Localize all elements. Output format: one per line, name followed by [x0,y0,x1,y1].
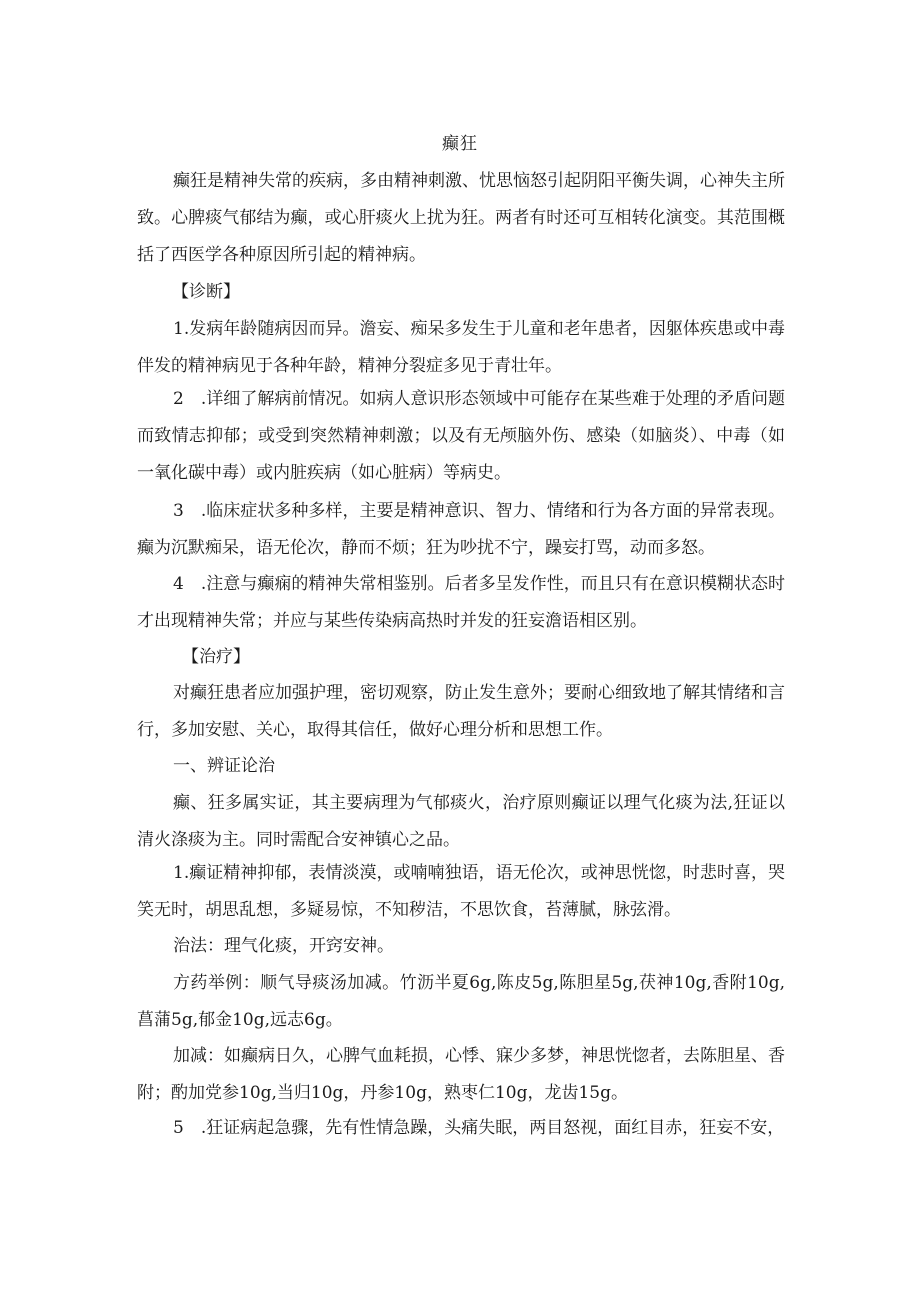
diagnosis-heading: 【诊断】 [172,282,240,302]
section1-heading: 一、辨证论治 [173,756,275,776]
diagnosis-item-3: 3 .临床症状多种多样，主要是精神意识、智力、情绪和行为各方面的异常表现。癫为沉默痴呆，语无伦次，静而不烦；狂为吵扰不宁，躁妄打骂，动而多怒。 [137,501,785,558]
treatment-heading: 【治疗】 [182,647,250,667]
section1-intro: 癫、狂多属实证，其主要病理为气郁痰火，治疗原则癫证以理气化痰为法,狂证以清火涤痰为主。同时需配合安神镇心之品。 [137,793,785,850]
modification-paragraph: 加减：如癫病日久，心脾气血耗损，心悸、寐少多梦，神思恍惚者，去陈胆星、香附；酌加党参10g,当归10g，丹参10g，熟枣仁10g，龙齿15g。 [137,1046,785,1103]
diagnosis-item-4: 4 .注意与癫痫的精神失常相鉴别。后者多呈发作性，而且只有在意识模糊状态时才出现精神失常；并应与某些传染病高热时并发的狂妄澹语相区别。 [137,574,785,631]
treatment-item-5: 5 .狂证病起急骤，先有性情急躁，头痛失眠，两目怒视，面红目赤，狂妄不安， [173,1118,785,1138]
intro-paragraph: 癫狂是精神失常的疾病，多由精神刺激、忧思恼怒引起阴阳平衡失调，心神失主所致。心脾痰气郁结为癫，或心肝痰火上扰为狂。两者有时还可互相转化演变。其范围概括了西医学各种原因所引起的精神病。 [137,171,785,265]
prescription-paragraph: 方药举例：顺气导痰汤加减。竹沥半夏6g,陈皮5g,陈胆星5g,茯神10g,香附10g,菖蒲5g,郁金10g,远志6g。 [137,973,785,1030]
page-title: 癫狂 [442,134,478,154]
diagnosis-item-2: 2 .详细了解病前情况。如病人意识形态领域中可能存在某些难于处理的矛盾问题而致情志抑郁；或受到突然精神刺激；以及有无颅脑外伤、感染（如脑炎）、中毒（如一氧化碳中毒）或内脏疾病（如心脏病）等病史。 [137,389,785,483]
treatment-intro: 对癫狂患者应加强护理，密切观察，防止发生意外；要耐心细致地了解其情绪和言行，多加安慰、关心，取得其信任，做好心理分析和思想工作。 [137,683,785,740]
treatment-item-1: 1.癫证精神抑郁，表情淡漠，或喃喃独语，语无伦次，或神思恍惚，时悲时喜，哭笑无时，胡思乱想，多疑易惊，不知秽洁，不思饮食，苔薄腻，脉弦滑。 [137,863,785,920]
treatment-method: 治法：理气化痰，开窍安神。 [173,936,394,956]
diagnosis-item-1: 1.发病年龄随病因而异。澹妄、痴呆多发生于儿童和老年患者，因躯体疾患或中毒伴发的精神病见于各种年龄，精神分裂症多见于青壮年。 [137,319,785,376]
